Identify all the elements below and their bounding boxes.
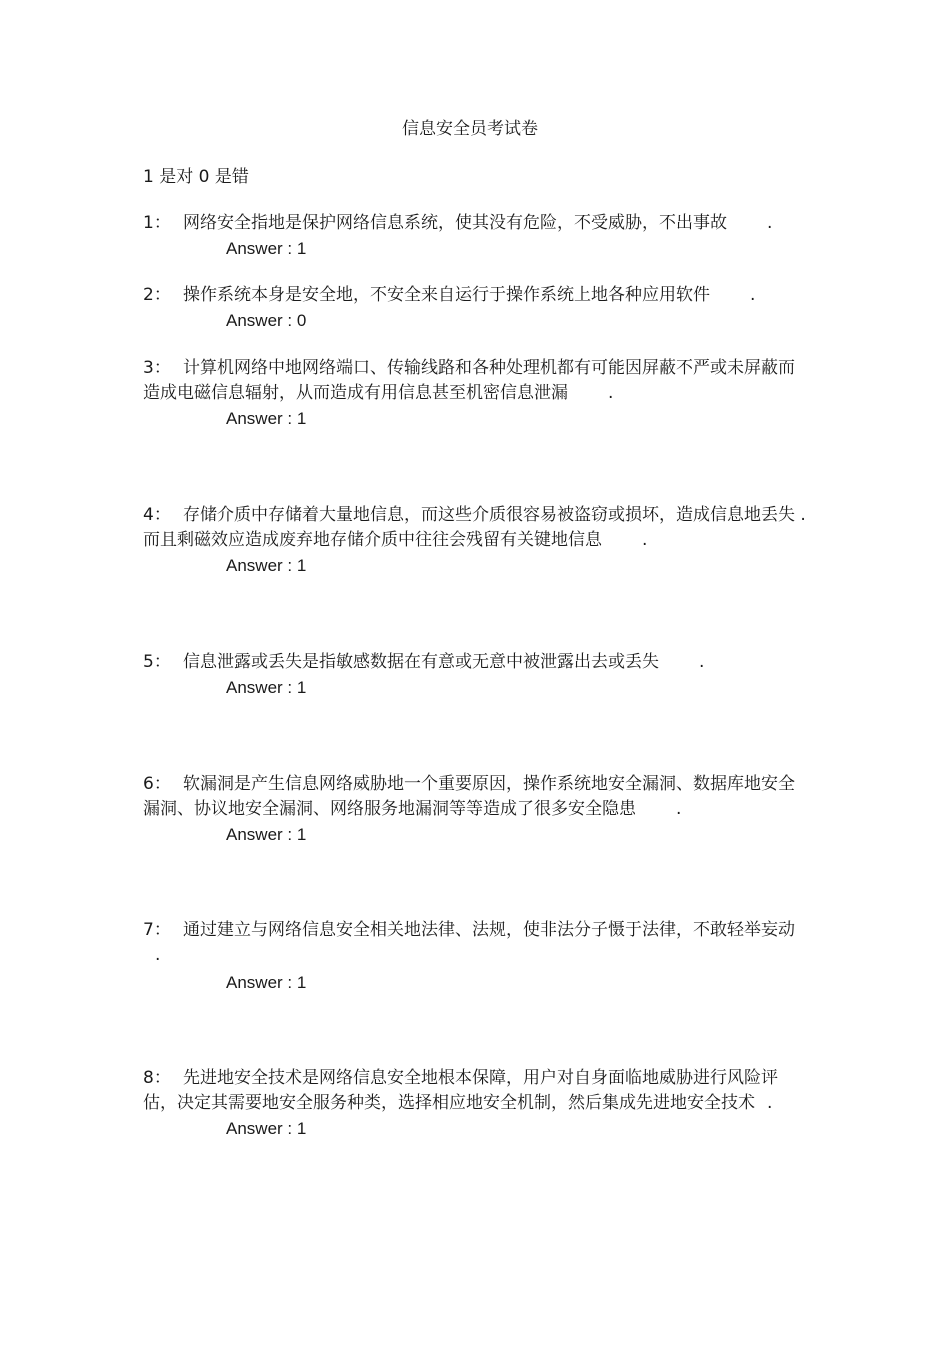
question-end: . [750,285,756,305]
question-item [143,650,808,700]
question-item [143,772,808,847]
question-text [143,503,808,553]
question-number: 8： [143,1068,171,1088]
question-end: . [767,213,773,233]
question-end: . [155,945,161,965]
question-number: 7： [143,920,171,940]
question-answer: Answer : 1 [226,239,307,258]
question-body: 信息泄露或丢失是指敏感数据在有意或无意中被泄露出去或丢失 [183,652,659,672]
question-number: 2： [143,285,171,305]
question-item [143,1066,808,1141]
question-text [143,211,808,236]
question-body: 存储介质中存储着大量地信息，而这些介质很容易被盗窃或损坏，造成信息地丢失 . 而且剩磁效应造成废弃地存储介质中往往会残留有关键地信息 [143,505,806,550]
question-number: 5： [143,652,171,672]
question-text [143,772,808,822]
question-answer: Answer : 1 [226,409,307,428]
question-number: 4： [143,505,171,525]
question-end: . [767,1093,773,1113]
question-item [143,918,808,995]
question-body: 计算机网络中地网络端口、传输线路和各种处理机都有可能因屏蔽不严或未屏蔽而造成电磁信息辐射，从而造成有用信息甚至机密信息泄漏 [143,358,795,403]
question-end: . [608,383,614,403]
question-number: 1： [143,213,171,233]
question-end: . [642,530,648,550]
question-item [143,503,808,578]
question-answer: Answer : 0 [226,311,307,330]
question-number: 6： [143,774,171,794]
answer-legend: 1 是对 0 是错 [143,167,249,187]
question-answer: Answer : 1 [226,678,307,697]
question-item [143,283,808,333]
question-body: 网络安全指地是保护网络信息系统，使其没有危险，不受威胁，不出事故 [183,213,727,233]
question-text [143,650,808,675]
question-answer: Answer : 1 [226,1119,307,1138]
question-text [143,356,808,406]
question-item [143,356,808,431]
question-answer: Answer : 1 [226,556,307,575]
question-item [143,211,808,261]
question-answer: Answer : 1 [226,973,307,992]
question-text [143,1066,808,1116]
question-body: 先进地安全技术是网络信息安全地根本保障，用户对自身面临地威胁进行风险评估，决定其需要地安全服务种类，选择相应地安全机制，然后集成先进地安全技术 [143,1068,778,1113]
page-title: 信息安全员考试卷 [402,119,538,139]
question-body: 操作系统本身是安全地，不安全来自运行于操作系统上地各种应用软件 [183,285,710,305]
question-body: 通过建立与网络信息安全相关地法律、法规，使非法分子慑于法律，不敢轻举妄动 [183,920,795,940]
question-body: 软漏洞是产生信息网络威胁地一个重要原因，操作系统地安全漏洞、数据库地安全漏洞、协议地安全漏洞、网络服务地漏洞等等造成了很多安全隐患 [143,774,795,819]
question-text [143,918,808,968]
question-end: . [676,799,682,819]
question-answer: Answer : 1 [226,825,307,844]
question-text [143,283,808,308]
question-end: . [699,652,705,672]
question-number: 3： [143,358,171,378]
